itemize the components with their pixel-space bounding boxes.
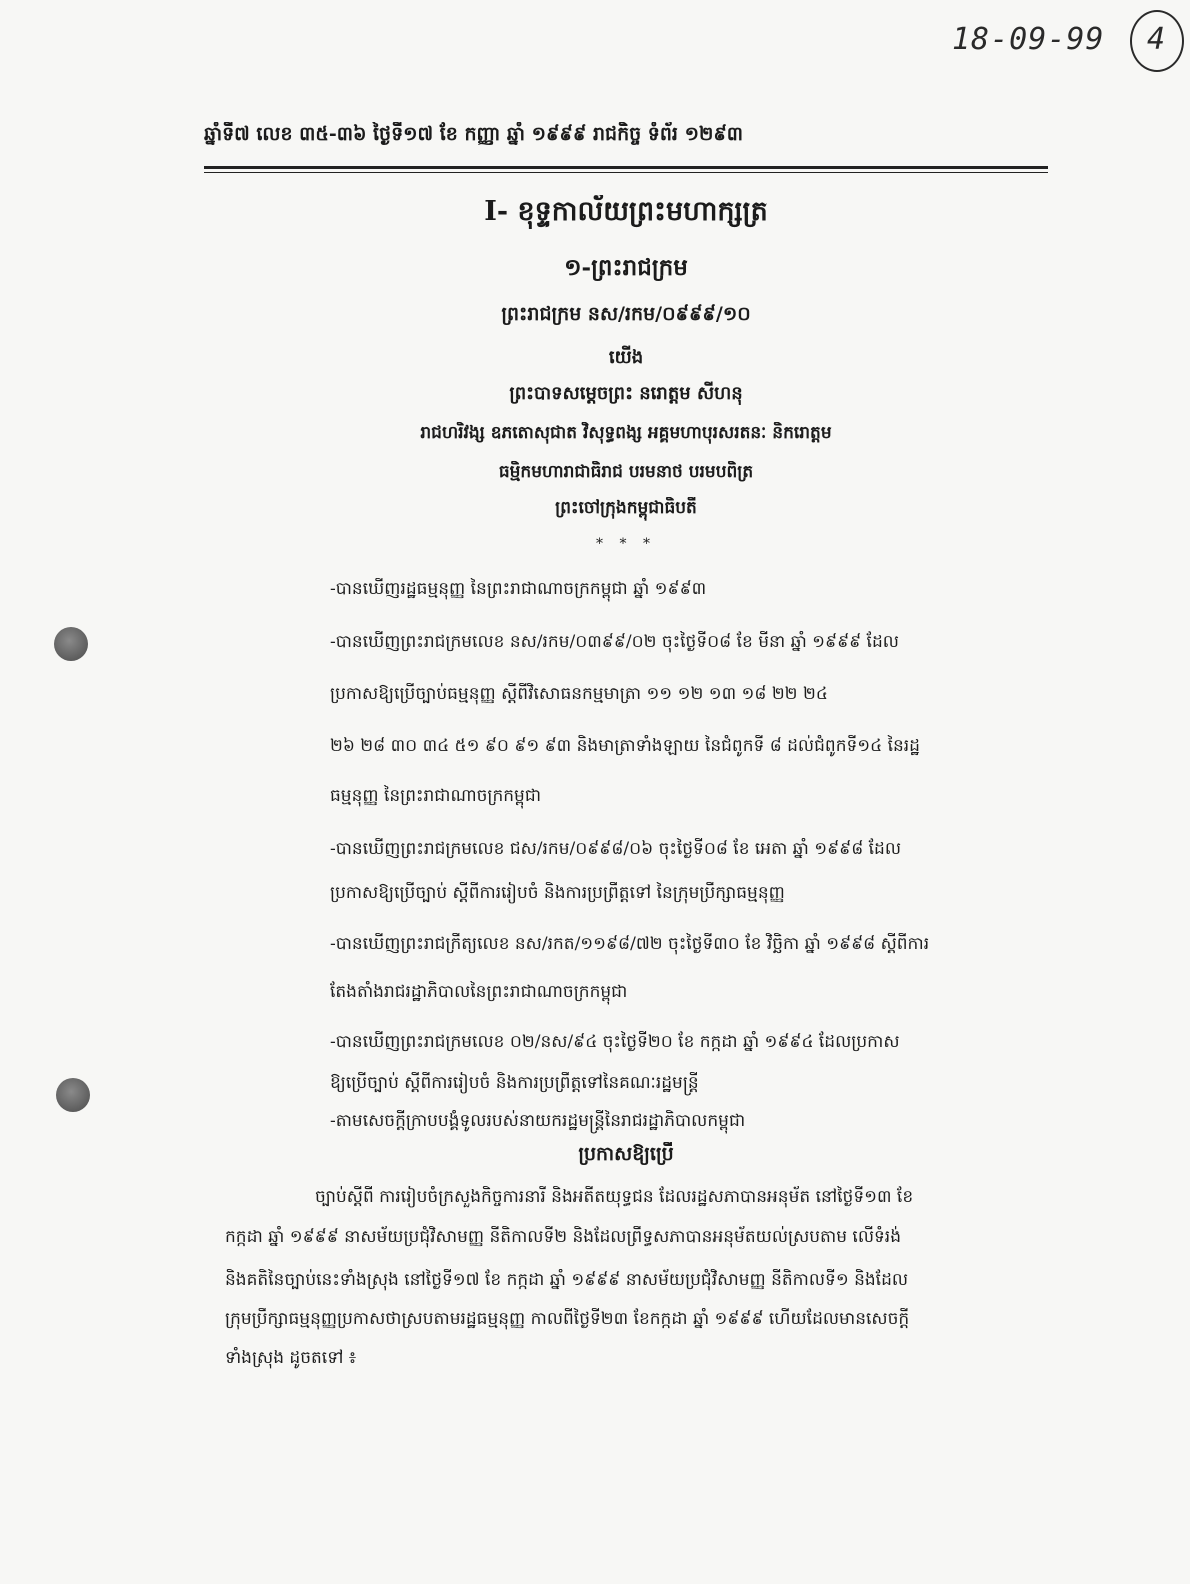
- considering-line: -បានឃើញព្រះរាជក្រមលេខ នស/រកម/០៣៩៩/០២ ចុះថ្ងៃទី០៨ ខែ មីនា ឆ្នាំ ១៩៩៩ ដែល: [330, 632, 899, 652]
- king-title-line: ធម្មិកមហារាជាធិរាជ បរមនាថ បរមបពិត្រ: [498, 462, 754, 482]
- considering-line: -បានឃើញព្រះរាជក្រមលេខ ជស/រកម/០៩៩៨/០៦ ចុះថ្ងៃទី០៨ ខែ អេតា ឆ្នាំ ១៩៩៨ ដែល: [330, 839, 902, 859]
- king-title-line: ព្រះចៅក្រុងកម្ពុជាធិបតី: [555, 498, 697, 518]
- punch-hole: [54, 627, 88, 661]
- gazette-header: ឆ្នាំទី៧ លេខ ៣៥-៣៦ ថ្ងៃទី១៧ ខែ កញ្ញា ឆ្នាំ ១៩៩៩ រាជកិច្ច ទំព័រ ១២៩៣: [204, 123, 744, 145]
- king-title-line: រាជហរិវង្ស ឧភតោសុជាត វិសុទ្ធពង្ស អគ្គមហាបុរសរតនៈ និករោត្តម: [420, 423, 832, 443]
- considering-line: -បានឃើញព្រះរាជក្រមលេខ ០២/នស/៩៤ ចុះថ្ងៃទី២០ ខែ កក្កដា ឆ្នាំ ១៩៩៤ ដែលប្រកាស: [330, 1032, 900, 1052]
- body-paragraph-line: ទាំងស្រុង ដូចតទៅ ៖: [225, 1348, 357, 1368]
- punch-hole: [56, 1078, 90, 1112]
- body-paragraph-line: ក្រុមប្រឹក្សាធម្មនុញ្ញប្រកាសថាស្របតាមរដ្ឋធម្មនុញ្ញ កាលពីថ្ងៃទី២៣ ខែកក្កដា ឆ្នាំ ១៩៩៩ ហើយដែលមានសេចក្តី: [225, 1309, 910, 1329]
- considering-line: តែងតាំងរាជរដ្ឋាភិបាលនៃព្រះរាជាណាចក្រកម្ពុជា: [330, 982, 628, 1002]
- handwritten-date: 18-09-99: [952, 22, 1105, 57]
- header-rule: [204, 166, 1048, 169]
- considering-line: ប្រកាសឱ្យប្រើច្បាប់ធម្មនុញ្ញ ស្តីពីវិសោធនកម្មមាត្រា ១១ ១២ ១៣ ១៨ ២២ ២៤: [330, 684, 828, 704]
- king-name: ព្រះបាទសម្តេចព្រះ នរោត្តម សីហនុ: [509, 383, 743, 404]
- header-rule-thin: [204, 172, 1048, 173]
- handwritten-annotation: [952, 10, 1184, 72]
- decree-reference-number: ព្រះរាជក្រម នស/រកម/០៩៩៩/១០: [501, 303, 751, 325]
- body-paragraph-line: និងគតិនៃច្បាប់នេះទាំងស្រុង នៅថ្ងៃទី១៧ ខែ កក្កដា ឆ្នាំ ១៩៩៩ នាសម័យប្រជុំវិសាមញ្ញ នីតិកាលទី១ និងដែល: [225, 1270, 909, 1290]
- considering-line: ធម្មនុញ្ញ នៃព្រះរាជាណាចក្រកម្ពុជា: [330, 786, 542, 806]
- separator-stars: * * *: [596, 536, 656, 552]
- considering-line: -បានឃើញរដ្ឋធម្មនុញ្ញ នៃព្រះរាជាណាចក្រកម្ពុជា ឆ្នាំ ១៩៩៣: [330, 579, 707, 599]
- we-heading: យើង: [608, 347, 644, 368]
- section-title: I- ខុទ្ទកាល័យព្រះមហាក្សត្រ: [484, 196, 768, 227]
- circled-page-number: 4: [1130, 10, 1184, 72]
- body-paragraph-line: កក្កដា ឆ្នាំ ១៩៩៩ នាសម័យប្រជុំវិសាមញ្ញ នីតិកាលទី២ និងដែលព្រឹទ្ធសភាបានអនុម័តយល់ស្របតាម លើទំរង់: [225, 1227, 901, 1247]
- considering-line: -បានឃើញព្រះរាជក្រឹត្យលេខ នស/រកត/១១៩៨/៧២ ចុះថ្ងៃទី៣០ ខែ វិច្ឆិកា ឆ្នាំ ១៩៩៨ ស្តីពីការ: [330, 934, 930, 954]
- body-paragraph-line: ច្បាប់ស្តីពី ការរៀបចំក្រសួងកិច្ចការនារី និងអតីតយុទ្ធជន ដែលរដ្ឋសភាបានអនុម័ត នៅថ្ងៃទី១៣ ខែ: [315, 1187, 914, 1207]
- considering-line: -តាមសេចក្តីក្រាបបង្គំទូលរបស់នាយករដ្ឋមន្ត្រីនៃរាជរដ្ឋាភិបាលកម្ពុជា: [330, 1111, 746, 1131]
- considering-line: ឱ្យប្រើច្បាប់ ស្តីពីការរៀបចំ និងការប្រព្រឹត្តទៅនៃគណៈរដ្ឋមន្ត្រី: [330, 1073, 699, 1093]
- considering-line: ប្រកាសឱ្យប្រើច្បាប់ ស្តីពីការរៀបចំ និងការប្រព្រឹត្តទៅ នៃក្រុមប្រឹក្សាធម្មនុញ្ញ: [330, 883, 785, 903]
- considering-line: ២៦ ២៨ ៣០ ៣៤ ៥១ ៩០ ៩១ ៩៣ និងមាត្រាទាំងឡាយ នៃជំពូកទី ៨ ដល់ជំពូកទី១៤ នៃរដ្ឋ: [330, 736, 920, 756]
- subsection-title: ១-ព្រះរាជក្រម: [564, 254, 688, 281]
- proclaim-heading: ប្រកាសឱ្យប្រើ: [578, 1143, 674, 1165]
